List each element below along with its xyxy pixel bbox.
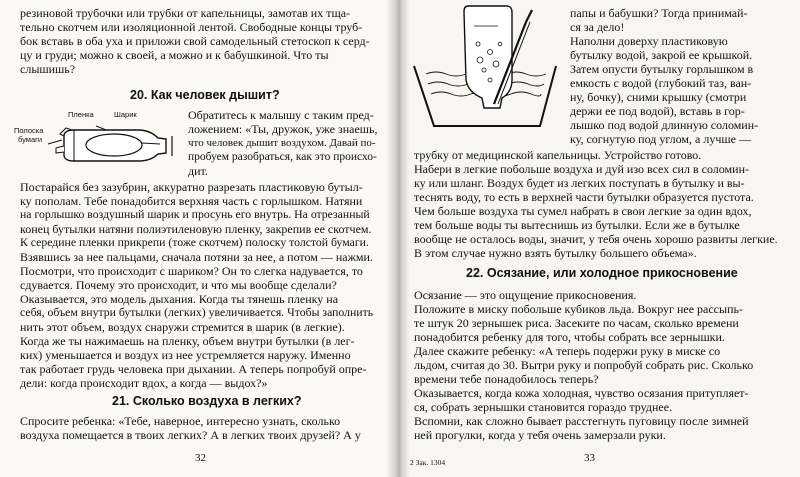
text-line: ся, собрать зернышки становится гораздо труднее. [414, 400, 673, 414]
text-line: пробуем разобраться, как это происхо- [188, 151, 377, 163]
page-33 [402, 0, 800, 477]
text-line: Спросите ребенка: «Тебе, наверное, интересно узнать, сколько [20, 414, 341, 428]
text-line: Набери в легкие побольше воздуха и дуй изо всех сил в соломин- [414, 162, 749, 176]
text-line: сдувается. Почему это происходит, и что мы вообще сделали? [20, 278, 337, 292]
text-line: трубку от медицинской капельницы. Устройство готово. [414, 148, 702, 162]
text-line: ку или шланг. Воздух будет из легких поступать в бутылку и вы- [414, 176, 745, 190]
text-line: ложением: «Ты, дружок, уже знаешь, [188, 122, 378, 136]
experiment-result [414, 148, 780, 262]
text-line: теснять воду, то есть в верхней части бутылки образуется пустота. [414, 190, 754, 204]
label-balloon: Шарик [114, 110, 137, 119]
printer-imprint: 2 Зак. 1304 [410, 458, 446, 467]
text-line: держи ее под водой), вставь в гор- [570, 104, 745, 118]
text-line: ку, согнутую под углом, а лучше — [570, 132, 751, 146]
label-paper-strip-1: Полоска [14, 126, 44, 135]
text-line: льдом, считая до 30. Вытри руку и попробуй собрать рис. Сколько [414, 358, 754, 372]
text-line: ну, бочку), сними крышку (смотри [570, 90, 747, 104]
text-line: дели: когда происходит вдох, а когда — выдох?» [20, 376, 268, 390]
top-paragraph [20, 6, 375, 78]
text-line: на горлышко воздушный шарик и просунь его внутрь. На отрезанный [20, 208, 370, 221]
text-line: слышишь? [20, 62, 76, 76]
section-heading-22: 22. Осязание, или холодное прикосновение [466, 266, 738, 280]
text-line: тем больше воды ты вытеснишь из бутылки. Если же в бутылке [414, 218, 740, 232]
page-number: 32 [195, 452, 206, 464]
text-line: конец бутылки натяни полиэтиленовую пленку, закрепив ее скотчем. [20, 222, 372, 236]
text-line: Обратитесь к малышу с таким пред- [188, 108, 374, 122]
text-line: бутылку водой, закрой ее крышкой. [570, 48, 753, 62]
book-gutter [386, 0, 410, 477]
closing-paragraph [20, 414, 375, 444]
text-line: папы и бабушки? Тогда принимай- [570, 6, 748, 20]
text-line: ся за дело! [570, 20, 625, 34]
text-line: так работает грудь человека при дыхании. А теперь попробуй опре- [20, 362, 367, 376]
intro-paragraph [188, 108, 378, 178]
text-line: Постарайся без зазубрин, аккуратно разрезать пластиковую бутыл- [20, 180, 363, 194]
text-line: ку пополам. Тебе понадобится верхняя часть с горлышком. Натяни [20, 194, 363, 208]
text-line: Взявшись за нее пальцами, сначала потяни за нее, а потом — нажми. [20, 250, 373, 264]
text-line: Затем опусти бутылку горлышком в [570, 62, 754, 76]
text-line: времени тебе понадобилось теперь? [414, 372, 599, 386]
text-line: вообще не осталось воды, значит, у тебя очень хорошо развиты легкие. [414, 232, 778, 246]
text-line: Оказывается, когда кожа холодная, чувство осязания притупляет- [414, 386, 749, 400]
text-line: К середине пленки прикрепи (тоже скотчем) полоску толстой бумаги. [20, 236, 369, 249]
text-line: цу и груди; можно к своей, а можно и к бабушкиной. Что ты [20, 48, 329, 62]
text-line: ких) уменьшается и воздух из нее устремляется наружу. Именно [20, 348, 351, 362]
text-line: бок вставь в оба уха и приложи свой самодельный стетоскоп к серд- [20, 34, 370, 48]
label-film: Пленка [68, 110, 94, 119]
text-line: дит. [188, 164, 208, 178]
page-number: 33 [584, 452, 595, 464]
bottle-figure [8, 106, 176, 168]
text-line: Вспомни, как сложно бывает расстегнуть пуговицу после зимней [414, 414, 749, 428]
touch-experiment [414, 288, 780, 444]
section-heading-20: 20. Как человек дышит? [130, 88, 280, 102]
page-32 [0, 0, 392, 477]
label-paper-strip-2: бумаги [18, 135, 43, 144]
experiment-description [20, 180, 375, 390]
text-line: Оказывается, это модель дыхания. Когда ты тянешь пленку на [20, 292, 339, 306]
text-line: Чем больше воздуха ты сумел набрать в свои легкие за один вдох, [414, 204, 752, 218]
text-line: Наполни доверху пластиковую [570, 34, 728, 48]
text-line: нить этот объем, воздух снаружи стремится в шарик (в легкие). [20, 320, 345, 334]
text-line: воздуха помещается в твоих легких? А в легких твоих друзей? А у [20, 428, 361, 442]
text-line: Далее скажите ребенку: «А теперь подержи руку в миске со [414, 344, 721, 358]
text-line: лышко под водой длинную соломин- [570, 118, 759, 132]
text-line: емкость с водой (глубокий таз, ван- [570, 76, 752, 90]
text-line: себя, объем внутри бутылки (легких) увеличивается. Чтобы заполнить [20, 306, 374, 319]
text-line: ней прогулки, когда у тебя очень замерзали руки. [414, 428, 666, 442]
section-heading-21: 21. Сколько воздуха в легких? [112, 394, 302, 408]
text-line: В этом случае нужно взять бутылку большего объема». [414, 246, 697, 260]
text-line: резиновой трубочки или трубки от капельницы, замотав их тща- [20, 6, 351, 20]
text-line: что человек дышит воздухом. Давай по- [188, 137, 376, 149]
text-line: Посмотри, что происходит с шариком? Он то слегка надувается, то [20, 264, 363, 278]
bottle-in-water-illustration [408, 4, 562, 128]
text-line: те штук 20 зернышек риса. Засеките по часам, сколько времени [414, 316, 739, 330]
text-line: Осязание — это ощущение прикосновения. [414, 288, 637, 302]
procedure-paragraph [570, 6, 782, 148]
text-line: Положите в миску побольше кубиков льда. Вокруг нее рассыпь- [414, 302, 743, 316]
text-line: тельно скотчем или изоляционной лентой. Свободные концы труб- [20, 20, 363, 34]
text-line: Когда же ты нажимаешь на пленку, объем внутри бутылки (в лег- [20, 334, 355, 348]
text-line: понадобится ребенку для того, чтобы собрать все зернышки. [414, 330, 725, 344]
